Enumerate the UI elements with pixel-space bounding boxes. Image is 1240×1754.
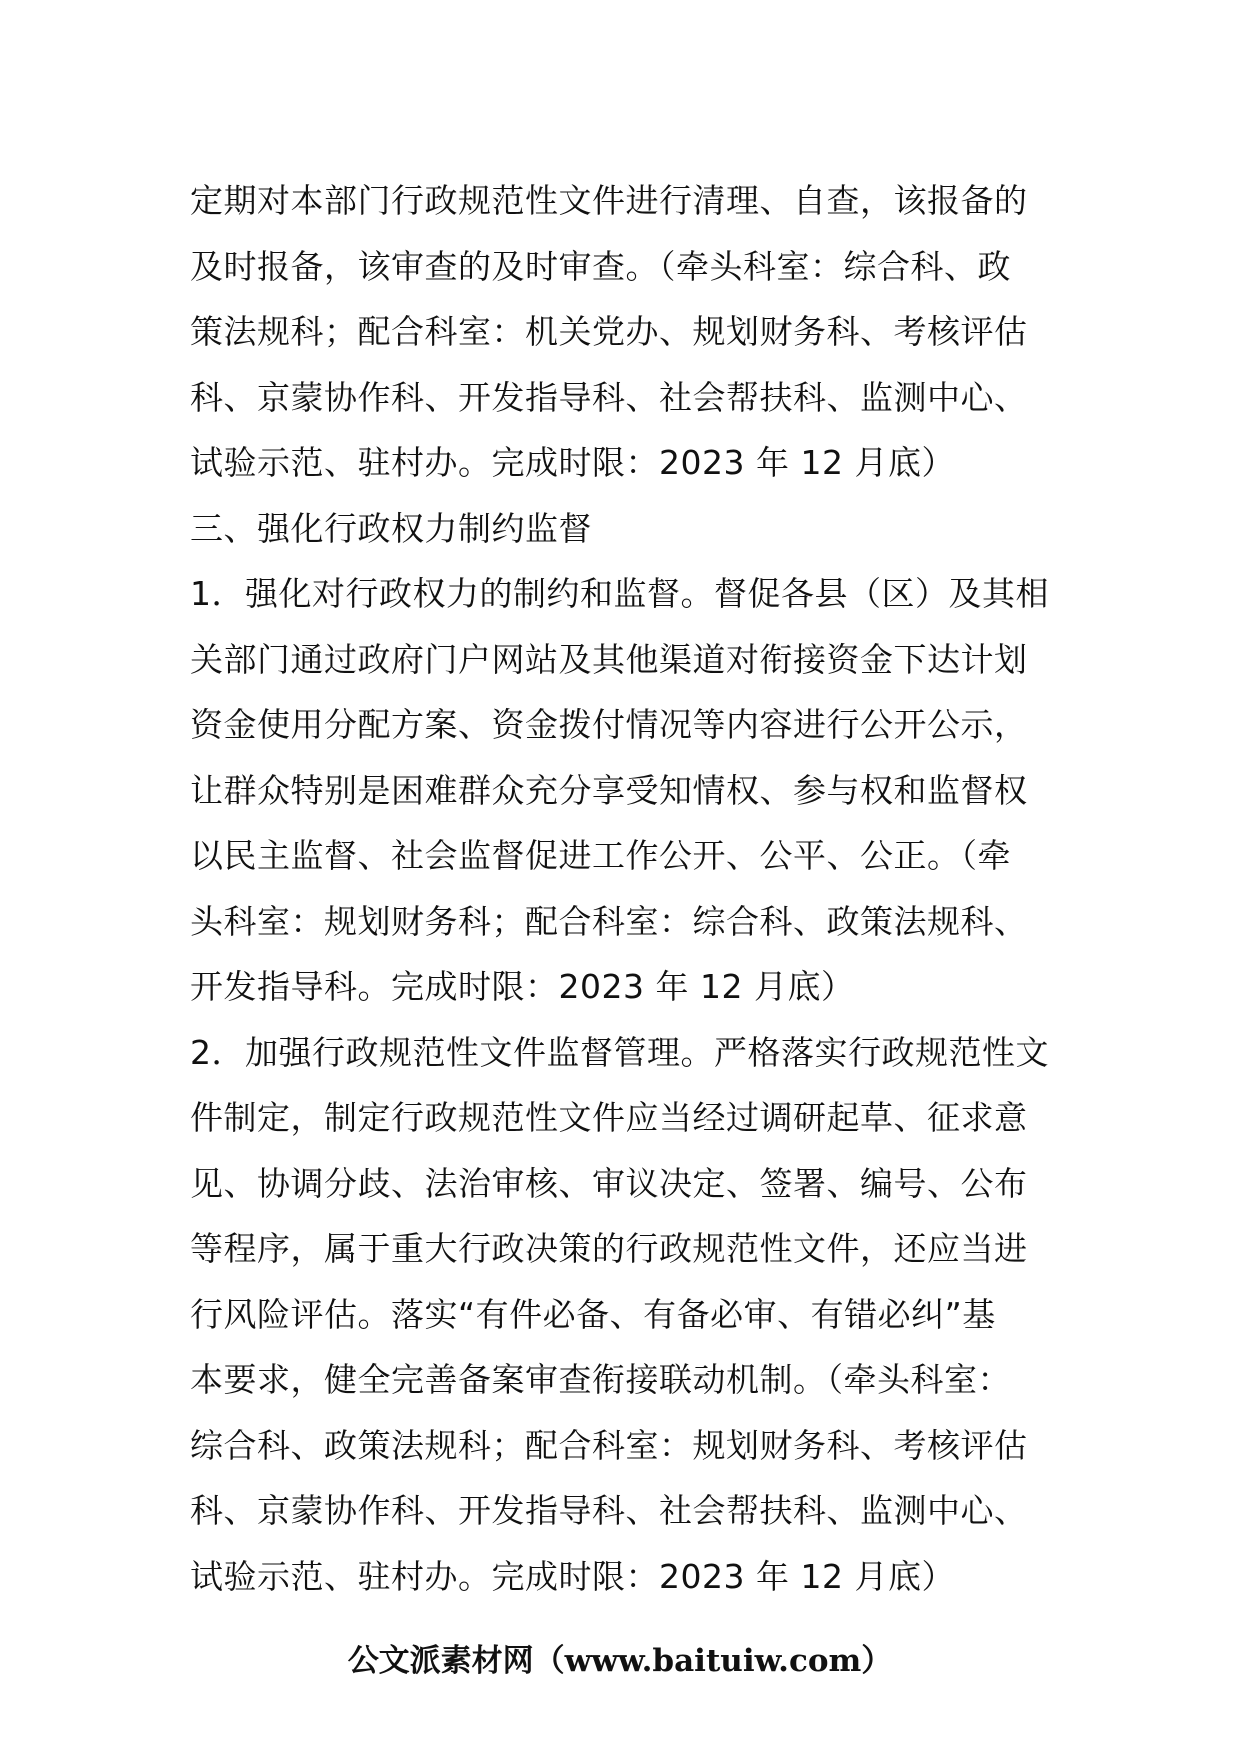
body-line: 让群众特别是困难群众充分享受知情权、参与权和监督权 [190,770,1028,810]
body-line: 关部门通过政府门户网站及其他渠道对衔接资金下达计划 [190,639,1028,679]
body-line: 及时报备，该审查的及时审查。（牵头科室：综合科、政 [190,246,1011,286]
body-line: 策法规科；配合科室：机关党办、规划财务科、考核评估 [190,312,1028,351]
document-body [190,168,1060,1609]
body-line: 科、京蒙协作科、开发指导科、社会帮扶科、监测中心、 [190,1491,1028,1530]
body-line: 科、京蒙协作科、开发指导科、社会帮扶科、监测中心、 [190,377,1028,417]
body-line: 定期对本部门行政规范性文件进行清理、自查，该报备的 [190,181,1028,220]
body-line: 试验示范、驻村办。完成时限：2023 年 12 月底） [190,443,955,482]
body-line: 行风险评估。落实“有件必备、有备必审、有错必纠”基 [190,1294,996,1334]
body-line: 本要求，健全完善备案审查衔接联动机制。（牵头科室： [190,1360,1011,1399]
body-line: 试验示范、驻村办。完成时限：2023 年 12 月底） [190,1556,955,1596]
body-line: 开发指导科。完成时限：2023 年 12 月底） [190,967,855,1006]
section-heading: 三、强化行政权力制约监督 [190,508,592,548]
body-line: 1．强化对行政权力的制约和监督。督促各县（区）及其相 [190,574,1049,613]
body-line: 综合科、政策法规科；配合科室：规划财务科、考核评估 [190,1425,1028,1465]
body-line: 资金使用分配方案、资金拨付情况等内容进行公开公示， [190,705,1028,744]
footer-watermark: 公文派素材网（www.baituiw.com） [347,1643,893,1679]
body-line: 见、协调分歧、法治审核、审议决定、签署、编号、公布 [190,1163,1028,1203]
body-line: 头科室：规划财务科；配合科室：综合科、政策法规科、 [190,901,1028,941]
body-line: 2．加强行政规范性文件监督管理。严格落实行政规范性文 [190,1032,1049,1072]
body-line: 以民主监督、社会监督促进工作公开、公平、公正。（牵 [190,836,1011,875]
body-line: 件制定，制定行政规范性文件应当经过调研起草、征求意 [190,1098,1028,1137]
body-line: 等程序，属于重大行政决策的行政规范性文件，还应当进 [190,1229,1028,1268]
